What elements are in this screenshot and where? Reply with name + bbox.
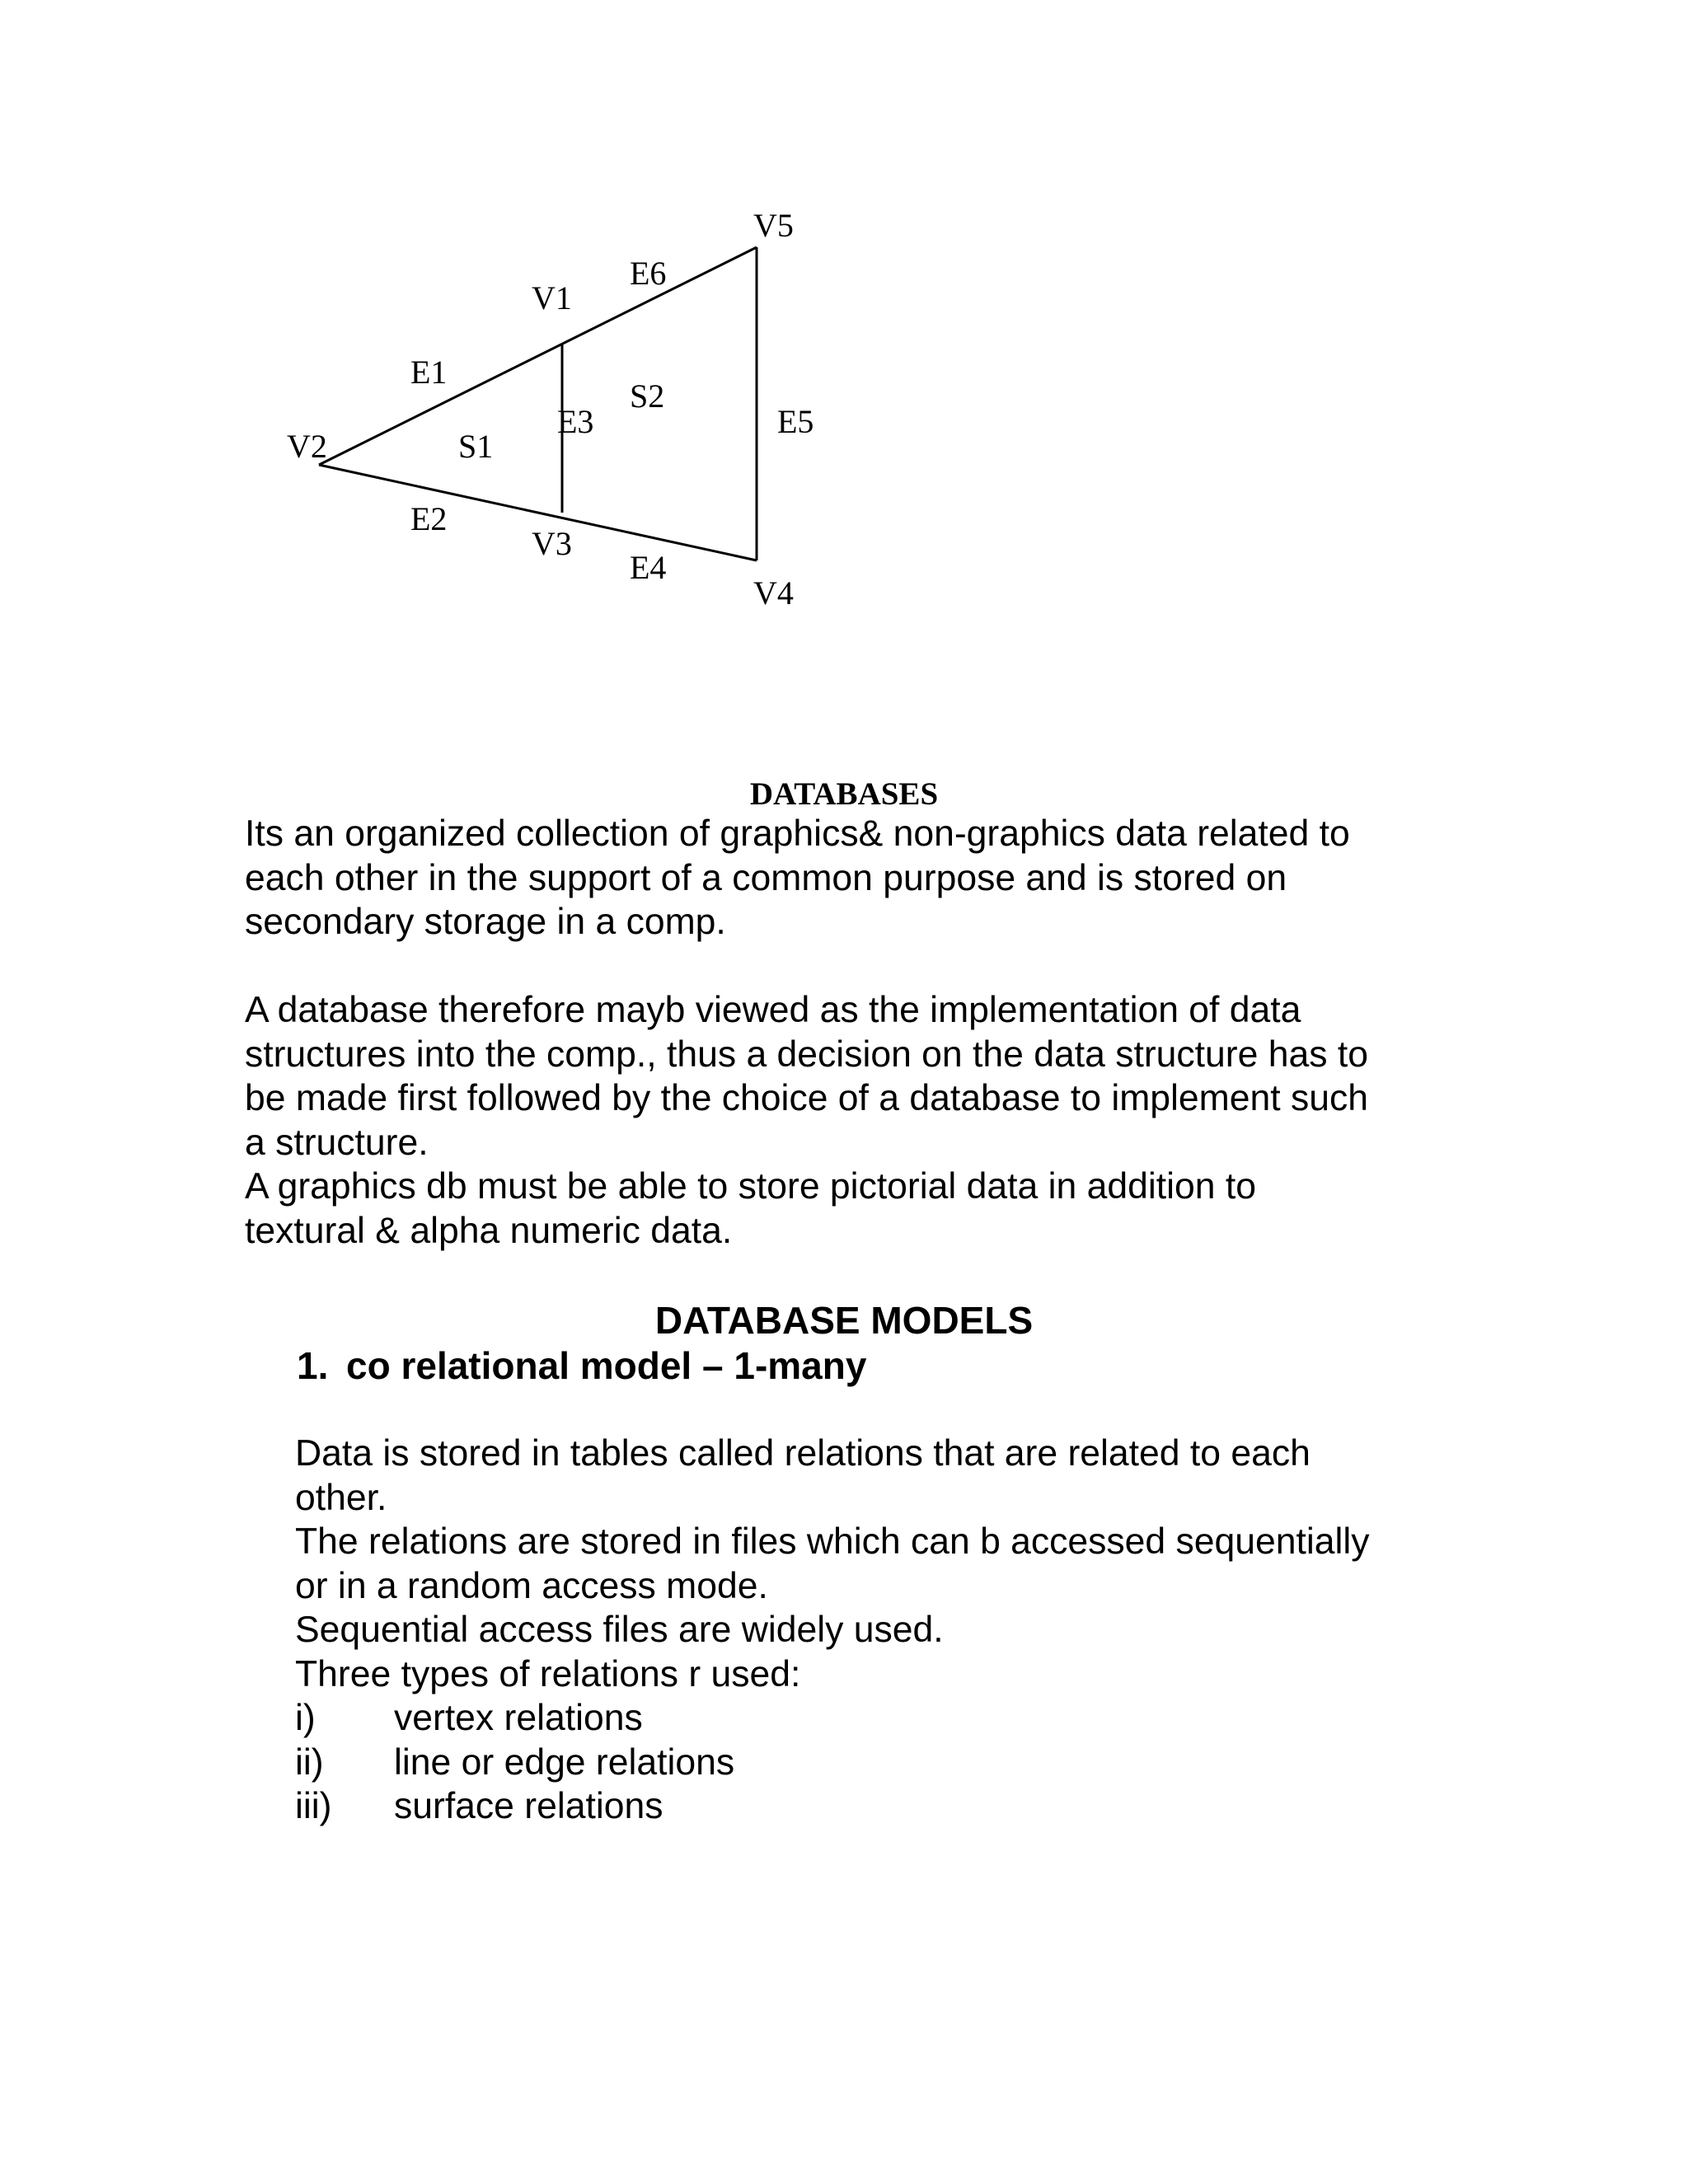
- vertex-label-v5: V5: [753, 207, 794, 244]
- list-item-text: vertex relations: [394, 1698, 643, 1738]
- relational-model-description: [295, 1432, 1370, 1829]
- text-line: Data is stored in tables called relations that are related to each: [295, 1433, 1311, 1474]
- list-marker: i): [295, 1698, 316, 1738]
- model-item-number: 1.: [297, 1344, 329, 1387]
- edge-label-e1: E1: [410, 354, 448, 391]
- text-line: Its an organized collection of graphics& non-graphics data related to: [245, 813, 1350, 854]
- text-line: each other in the support of a common purpose and is stored on: [245, 857, 1287, 898]
- list-marker: ii): [295, 1741, 324, 1783]
- relation-list-item: [295, 1784, 1370, 1829]
- text-line: The relations are stored in files which can b accessed sequentially: [295, 1521, 1370, 1562]
- edge-label-e5: E5: [777, 403, 814, 440]
- text-line: Three types of relations r used:: [295, 1653, 801, 1694]
- list-item-text: surface relations: [394, 1786, 663, 1826]
- diagram-svg: [0, 0, 1688, 659]
- text-line: Sequential access files are widely used.: [295, 1610, 944, 1650]
- list-item-text: line or edge relations: [394, 1741, 735, 1783]
- text-line: secondary storage in a comp.: [245, 902, 726, 942]
- text-line: textural & alpha numeric data.: [245, 1210, 733, 1251]
- text-line: A graphics db must be able to store pictorial data in addition to: [245, 1166, 1256, 1207]
- surface-label-s2: S2: [630, 377, 665, 415]
- text-line: A database therefore mayb viewed as the implementation of data: [245, 990, 1301, 1030]
- model-item-title: [297, 1343, 866, 1388]
- databases-heading: DATABASES: [749, 776, 939, 812]
- polygon-diagram: [0, 0, 1688, 659]
- relation-list-item: [295, 1741, 1370, 1785]
- surface-label-s1: S1: [458, 428, 494, 465]
- vertex-label-v3: V3: [532, 525, 572, 562]
- edge-label-e6: E6: [630, 255, 667, 292]
- databases-implementation-paragraph: [245, 988, 1368, 1253]
- text-line: or in a random access mode.: [295, 1565, 768, 1606]
- text-line: be made first followed by the choice of a database to implement such: [245, 1078, 1368, 1118]
- list-marker: iii): [295, 1786, 332, 1826]
- text-line: a structure.: [245, 1122, 429, 1163]
- database-models-heading: DATABASE MODELS: [654, 1299, 1034, 1342]
- model-item-title-text: co relational model – 1-many: [346, 1344, 867, 1387]
- text-line: other.: [295, 1477, 387, 1518]
- text-line: structures into the comp., thus a decision on the data structure has to: [245, 1033, 1368, 1075]
- vertex-label-v2: V2: [287, 428, 327, 465]
- vertex-label-v1: V1: [532, 279, 572, 316]
- edge-label-e4: E4: [630, 549, 667, 586]
- relation-list-item: [295, 1696, 1370, 1741]
- edge-label-e2: E2: [410, 500, 448, 537]
- databases-definition-paragraph: [245, 812, 1350, 944]
- edge-label-e3: E3: [557, 403, 594, 440]
- vertex-label-v4: V4: [753, 574, 794, 612]
